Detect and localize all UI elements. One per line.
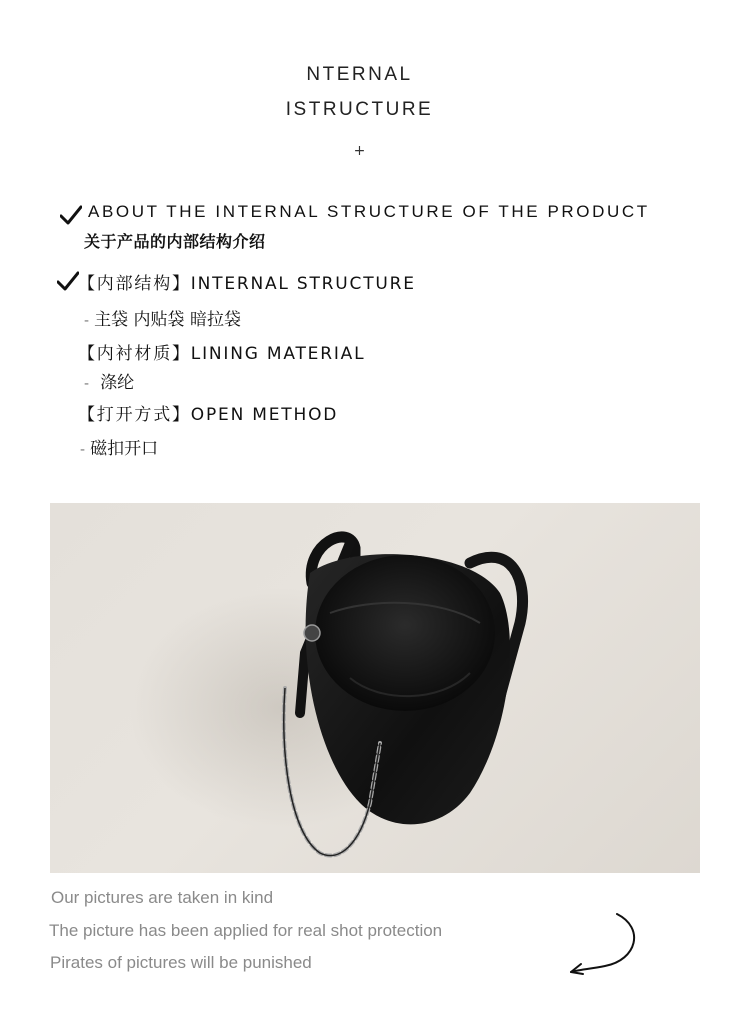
- open-method-title: 【打开方式】OPEN METHOD: [78, 405, 339, 425]
- magnetic-clasp: [304, 625, 320, 641]
- about-heading-cn: 关于产品的内部结构介绍: [84, 232, 266, 251]
- dash: -: [84, 313, 90, 329]
- checkmark-icon: [57, 271, 79, 291]
- title-line-1: NTERNAL: [306, 64, 413, 85]
- dash: -: [80, 442, 86, 458]
- note-line-2: The picture has been applied for real shot protection: [49, 921, 443, 940]
- bag-opening: [315, 555, 495, 711]
- about-heading-en: ABOUT THE INTERNAL STRUCTURE OF THE PRODUCT: [88, 202, 650, 221]
- note-line-1: Our pictures are taken in kind: [51, 888, 274, 907]
- internal-structure-title: 【内部结构】INTERNAL STRUCTURE: [78, 274, 416, 294]
- product-photo: [50, 503, 700, 873]
- lining-material-title: 【内衬材质】LINING MATERIAL: [78, 344, 366, 364]
- bucket-bag-illustration: [50, 503, 700, 873]
- lining-material-value: 涤纶: [100, 373, 135, 393]
- open-method-row: [80, 434, 158, 459]
- title-line-2: ISTRUCTURE: [285, 99, 434, 120]
- lining-material-row: [84, 368, 134, 393]
- checkmark-icon: [60, 205, 82, 225]
- open-method-value: 磁扣开口: [90, 439, 159, 459]
- plus-sign: +: [353, 143, 366, 159]
- curved-arrow-icon: [565, 908, 645, 978]
- note-line-3: Pirates of pictures will be punished: [50, 953, 312, 972]
- dash: -: [84, 376, 90, 392]
- internal-structure-value: 主袋 内贴袋 暗拉袋: [94, 310, 241, 330]
- internal-structure-row: [84, 305, 241, 330]
